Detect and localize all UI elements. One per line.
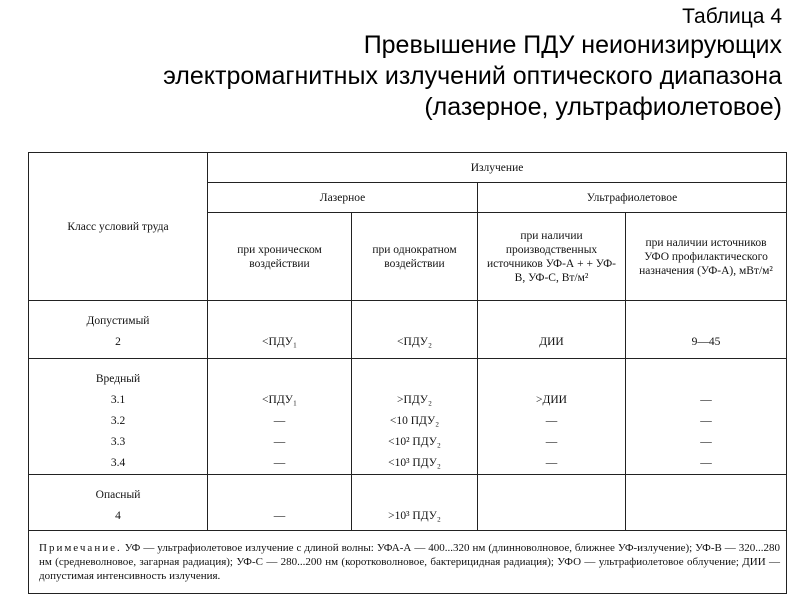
laser-chronic-cell	[208, 359, 352, 475]
uv-prophylactic-cell	[626, 359, 787, 475]
value-text: —	[273, 457, 286, 469]
class-code: 3.2	[110, 415, 126, 427]
value-text: —	[545, 436, 558, 448]
laser-chronic-header: при хроническом воздействии	[208, 213, 352, 301]
radiation-header: Излучение	[208, 153, 787, 183]
value-text: —	[273, 415, 286, 427]
class-cell	[29, 475, 208, 531]
table-number: Таблица 4	[682, 5, 782, 28]
value-text: —	[273, 436, 286, 448]
uv-industrial-header: при наличии производственных источников УФ-А + + УФ-В, УФ-С, Вт/м²	[478, 213, 626, 301]
table-row	[29, 301, 787, 359]
table-heading-line-2: электромагнитных излучений оптического диапазона	[163, 62, 782, 90]
table-row	[29, 475, 787, 531]
uv-industrial-cell	[478, 359, 626, 475]
table-heading-line-3: (лазерное, ультрафиолетовое)	[424, 93, 782, 121]
uv-prophylactic-cell	[626, 475, 787, 531]
class-column-header: Класс условий труда	[29, 153, 208, 301]
laser-single-cell	[352, 301, 478, 359]
value-text: —	[700, 394, 712, 406]
value-text: <ПДУ₁	[262, 394, 297, 406]
note-row	[29, 531, 787, 594]
class-cell	[29, 359, 208, 475]
class-code: 4	[115, 510, 121, 522]
class-cell	[29, 301, 208, 359]
table-heading-line-1: Превышение ПДУ неионизирующих	[363, 31, 782, 59]
value-text: <ПДУ₁	[262, 336, 297, 348]
uv-industrial-cell	[478, 475, 626, 531]
uv-header: Ультрафиолетовое	[478, 183, 787, 213]
table-row	[29, 359, 787, 475]
value-text: —	[545, 415, 558, 427]
value-text: —	[700, 457, 712, 469]
radiation-table	[28, 152, 787, 594]
uv-prophylactic-header: при наличии источников УФО профилактического назначения (УФ-А), мВт/м²	[626, 213, 787, 301]
class-code: 3.1	[110, 394, 126, 406]
value-text: >ДИИ	[536, 394, 567, 406]
uv-industrial-cell	[478, 301, 626, 359]
table-note	[29, 531, 787, 594]
class-group-name: Вредный	[95, 373, 141, 385]
value-text: —	[545, 457, 558, 469]
value-text: <ПДУ₂	[397, 336, 432, 348]
class-code: 2	[115, 336, 121, 348]
value-text: <10³ ПДУ₂	[388, 457, 441, 469]
value-text: —	[273, 510, 286, 522]
value-text: 9—45	[691, 336, 721, 348]
note-title: Примечание.	[39, 542, 122, 554]
laser-header: Лазерное	[208, 183, 478, 213]
uv-prophylactic-cell	[626, 301, 787, 359]
value-text: <10 ПДУ₂	[389, 415, 440, 427]
laser-chronic-cell	[208, 301, 352, 359]
laser-chronic-cell	[208, 475, 352, 531]
value-text: <10² ПДУ₂	[388, 436, 441, 448]
value-text: —	[700, 415, 712, 427]
laser-single-cell	[352, 359, 478, 475]
class-code: 3.4	[110, 457, 126, 469]
value-text: ДИИ	[539, 336, 564, 348]
table-caption	[163, 4, 782, 123]
note-text: УФ — ультрафиолетовое излучение с длиной волны: УФА-А — 400...320 нм (длинноволновое, ближнее УФ-излучение); УФ-В — 320...280 нм (средневолновое, загарная радиация); УФ-С — 280...200 нм (коротковолновое, бактерицидная радиация); УФО — ультрафиолетовое облучение; ДИИ — допустимая интенсивность излучения.	[39, 542, 781, 582]
class-code: 3.3	[110, 436, 126, 448]
class-group-name: Допустимый	[86, 315, 150, 327]
laser-single-header: при однократном воздействии	[352, 213, 478, 301]
value-text: —	[700, 436, 712, 448]
value-text: >10³ ПДУ₂	[388, 510, 441, 522]
value-text: >ПДУ₂	[397, 394, 432, 406]
class-group-name: Опасный	[95, 489, 141, 501]
laser-single-cell	[352, 475, 478, 531]
